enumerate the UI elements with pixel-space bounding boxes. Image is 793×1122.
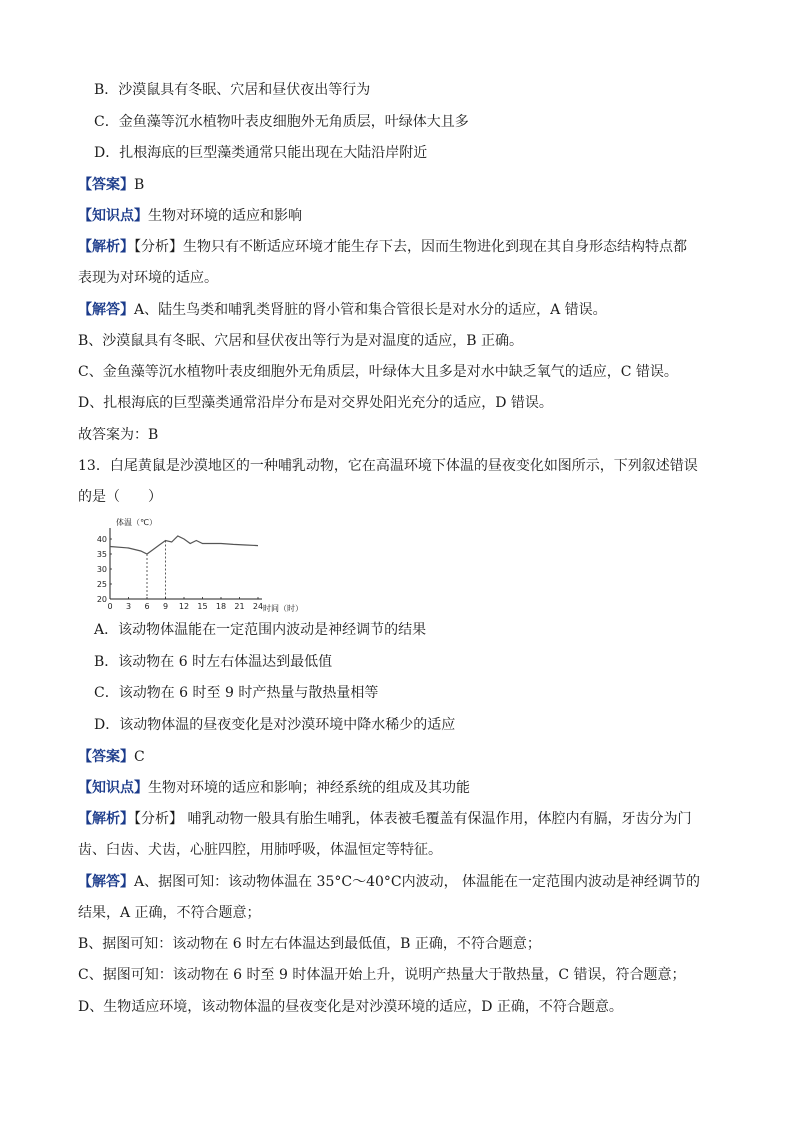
x-tick-label: 9 [162, 602, 169, 611]
x-tick-label: 21 [234, 602, 245, 611]
x-tick-label: 18 [215, 602, 227, 611]
q13-answer [78, 747, 145, 767]
q13-option-c: C．该动物在 6 时至 9 时产热量与散热量相等 [94, 685, 379, 701]
q13-solution-a-cont: 结果，A 正确，不符合题意； [78, 905, 261, 921]
y-tick-label: 20 [96, 595, 107, 604]
q13-solution-c: C、据图可知：该动物在 6 时至 9 时体温开始上升，说明产热量大于散热量，C 错误，符合题意； [78, 967, 686, 983]
q13-solution-a [78, 872, 700, 892]
knowledge-text: 生物对环境的适应和影响；神经系统的组成及其功能 [148, 780, 470, 796]
answer-text: B [134, 177, 145, 193]
q13-stem-line-2: 的是（ ） [78, 489, 162, 505]
knowledge-tag: 【知识点】 [78, 780, 148, 796]
temperature-series-line [110, 536, 258, 554]
q13-option-d: D．该动物体温的昼夜变化是对沙漠环境中降水稀少的适应 [94, 717, 456, 733]
y-tick-label: 25 [96, 580, 107, 589]
analysis-line-1: 【分析】 哺乳动物一般具有胎生哺乳，体表被毛覆盖有保温作用，体腔内有膈，牙齿分为门 [134, 811, 692, 827]
analysis-tag: 【解析】 [78, 239, 134, 255]
answer-tag: 【答案】 [78, 749, 134, 765]
answer-text: C [134, 749, 145, 765]
analysis-tag: 【解析】 [78, 811, 134, 827]
q12-analysis [78, 237, 687, 257]
chart-ylabel: 体温（℃） [116, 518, 157, 527]
x-tick-label: 3 [125, 602, 132, 611]
chart-xlabel: 时间（时） [263, 604, 303, 613]
y-tick-label: 30 [96, 565, 107, 574]
solution-text: A、陆生鸟类和哺乳类肾脏的肾小管和集合管很长是对水分的适应，A 错误。 [134, 302, 607, 318]
analysis-line-1: 【分析】生物只有不断适应环境才能生存下去，因而生物进化到现在其自身形态结构特点都 [134, 239, 687, 255]
solution-tag: 【解答】 [78, 302, 134, 318]
q12-answer [78, 175, 144, 195]
solution-tag: 【解答】 [78, 874, 134, 890]
x-tick-label: 15 [197, 602, 208, 611]
temperature-chart [96, 516, 303, 616]
q13-solution-d: D、生物适应环境，该动物体温的昼夜变化是对沙漠环境的适应，D 正确，不符合题意。 [78, 999, 623, 1015]
q12-analysis-line-2: 表现为对环境的适应。 [78, 270, 218, 286]
solution-text: A、据图可知：该动物体温在 35°C～40°C内波动， 体温能在一定范围内波动是神经调节的 [134, 874, 701, 890]
q13-analysis [78, 809, 691, 829]
x-tick-label: 6 [144, 602, 150, 611]
knowledge-tag: 【知识点】 [78, 208, 148, 224]
q12-option-b: B．沙漠鼠具有冬眠、穴居和昼伏夜出等行为 [94, 82, 371, 98]
q12-solution-b: B、沙漠鼠具有冬眠、穴居和昼伏夜出等行为是对温度的适应，B 正确。 [78, 333, 524, 349]
x-tick-label: 0 [107, 602, 113, 611]
y-tick-label: 40 [96, 535, 107, 544]
q13-option-b: B．该动物在 6 时左右体温达到最低值 [94, 654, 333, 670]
q12-final-answer: 故答案为：B [78, 427, 159, 443]
q12-solution-d: D、扎根海底的巨型藻类通常沿岸分布是对交界处阳光充分的适应，D 错误。 [78, 395, 553, 411]
x-tick-label: 12 [178, 602, 190, 611]
answer-tag: 【答案】 [78, 177, 134, 193]
y-tick-label: 35 [96, 550, 107, 559]
x-tick-label: 24 [252, 602, 264, 611]
q13-analysis-line-2: 齿、臼齿、犬齿，心脏四腔，用肺呼吸，体温恒定等特征。 [78, 842, 442, 858]
q12-option-c: C．金鱼藻等沉水植物叶表皮细胞外无角质层，叶绿体大且多 [94, 114, 469, 130]
q12-solution-a [78, 300, 607, 320]
q12-knowledge [78, 206, 302, 226]
q12-solution-c: C、金鱼藻等沉水植物叶表皮细胞外无角质层，叶绿体大且多是对水中缺乏氧气的适应，C 错误。 [78, 364, 678, 380]
knowledge-text: 生物对环境的适应和影响 [148, 208, 302, 224]
q13-stem-line-1: 13．白尾黄鼠是沙漠地区的一种哺乳动物，它在高温环境下体温的昼夜变化如图所示，下列叙述错误 [78, 458, 698, 474]
q13-knowledge [78, 778, 470, 798]
q13-option-a: A．该动物体温能在一定范围内波动是神经调节的结果 [94, 622, 427, 638]
q12-option-d: D．扎根海底的巨型藻类通常只能出现在大陆沿岸附近 [94, 145, 428, 161]
temperature-chart-svg [96, 516, 303, 616]
q13-solution-b: B、据图可知：该动物在 6 时左右体温达到最低值，B 正确，不符合题意； [78, 936, 541, 952]
